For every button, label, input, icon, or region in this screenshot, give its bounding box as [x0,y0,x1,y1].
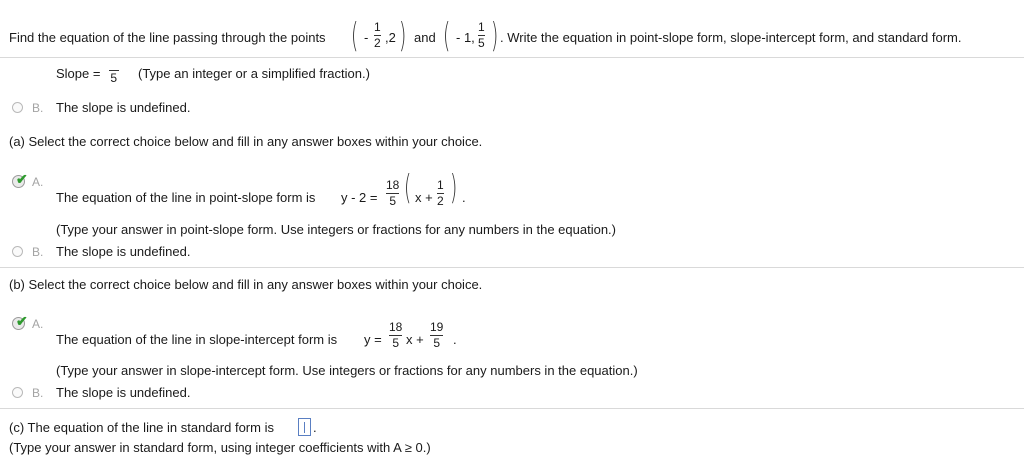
ps-inner: x + [415,190,433,205]
ps-slope-den: 5 [389,194,397,208]
paren-close-2: ) [490,16,499,56]
part-b-sentence: The equation of the line in slope-intercept form is [56,332,338,347]
header-divider [0,57,1024,58]
si-intercept-fraction [430,321,443,350]
paren-open-1: ( [350,16,359,56]
slope-option-b-text: The slope is undefined. [56,100,191,115]
check-icon: ✔ [16,171,28,187]
ps-paren-open: ( [403,168,412,208]
ps-const-num: 1 [437,178,444,192]
part-b-prompt: (b) Select the correct choice below and fill in any answer boxes within your choice. [9,277,483,292]
slope-option-b-radio[interactable] [12,102,23,113]
part-b-hint: (Type your answer in slope-intercept form. Use integers or fractions for any numbers in the equation.) [56,363,638,378]
ps-slope-num: 18 [386,178,400,192]
si-slope-fraction [389,321,402,350]
part-c-prompt: (c) The equation of the line in standard form is [9,420,274,435]
and-word: and [414,30,436,45]
ps-period: . [462,190,466,205]
ps-slope-fraction [386,179,399,208]
check-icon: ✔ [16,313,28,329]
slope-option-b-letter: B. [32,101,44,115]
slope-hint: (Type an integer or a simplified fraction.) [138,66,370,81]
part-a-hint: (Type your answer in point-slope form. Use integers or fractions for any numbers in the equation.) [56,222,616,237]
p1-x-num: 1 [374,20,381,34]
ps-const-fraction [437,179,444,208]
section-divider-a [0,267,1024,268]
section-divider-b [0,408,1024,409]
part-c-period: . [313,420,317,435]
part-b-option-a-letter: A. [32,317,44,331]
p2-y-num: 1 [478,20,485,34]
problem-header [0,0,1024,56]
slope-label: Slope = [56,66,101,81]
p1-y: ,2 [385,30,396,45]
si-intercept-den: 5 [433,336,441,350]
si-mid: x + [406,332,424,347]
part-b-option-b-letter: B. [32,386,44,400]
p1-sign: - [364,30,369,45]
si-intercept-num: 19 [430,320,444,334]
part-a-option-b-radio[interactable] [12,246,23,257]
slope-fraction [107,56,120,85]
si-lhs: y = [364,332,382,347]
p2-y-fraction [478,21,485,50]
slope-den: 5 [110,71,118,85]
p2-y-den: 5 [478,36,485,50]
p1-x-den: 2 [374,36,381,50]
p1-x-fraction [374,21,381,50]
paren-open-2: ( [442,16,451,56]
part-b-option-b-text: The slope is undefined. [56,385,191,400]
ps-lhs: y - 2 = [341,190,378,205]
si-slope-num: 18 [389,320,403,334]
part-b-option-b-radio[interactable] [12,387,23,398]
problem-text-after: . Write the equation in point-slope form, slope-intercept form, and standard form. [500,30,962,45]
part-a-option-a-letter: A. [32,175,44,189]
part-a-prompt: (a) Select the correct choice below and fill in any answer boxes within your choice. [9,134,483,149]
part-a-option-b-text: The slope is undefined. [56,244,191,259]
problem-text-before: Find the equation of the line passing through the points [9,30,326,45]
ps-const-den: 2 [437,194,444,208]
ps-paren-close: ) [449,168,458,208]
p2-x: - 1, [456,30,475,45]
si-slope-den: 5 [392,336,400,350]
standard-form-answer-box[interactable] [298,418,311,436]
si-period: . [453,332,457,347]
part-a-sentence: The equation of the line in point-slope form is [56,190,316,205]
paren-close-1: ) [398,16,407,56]
part-a-option-b-letter: B. [32,245,44,259]
part-c-hint: (Type your answer in standard form, using integer coefficients with A ≥ 0.) [9,440,431,455]
